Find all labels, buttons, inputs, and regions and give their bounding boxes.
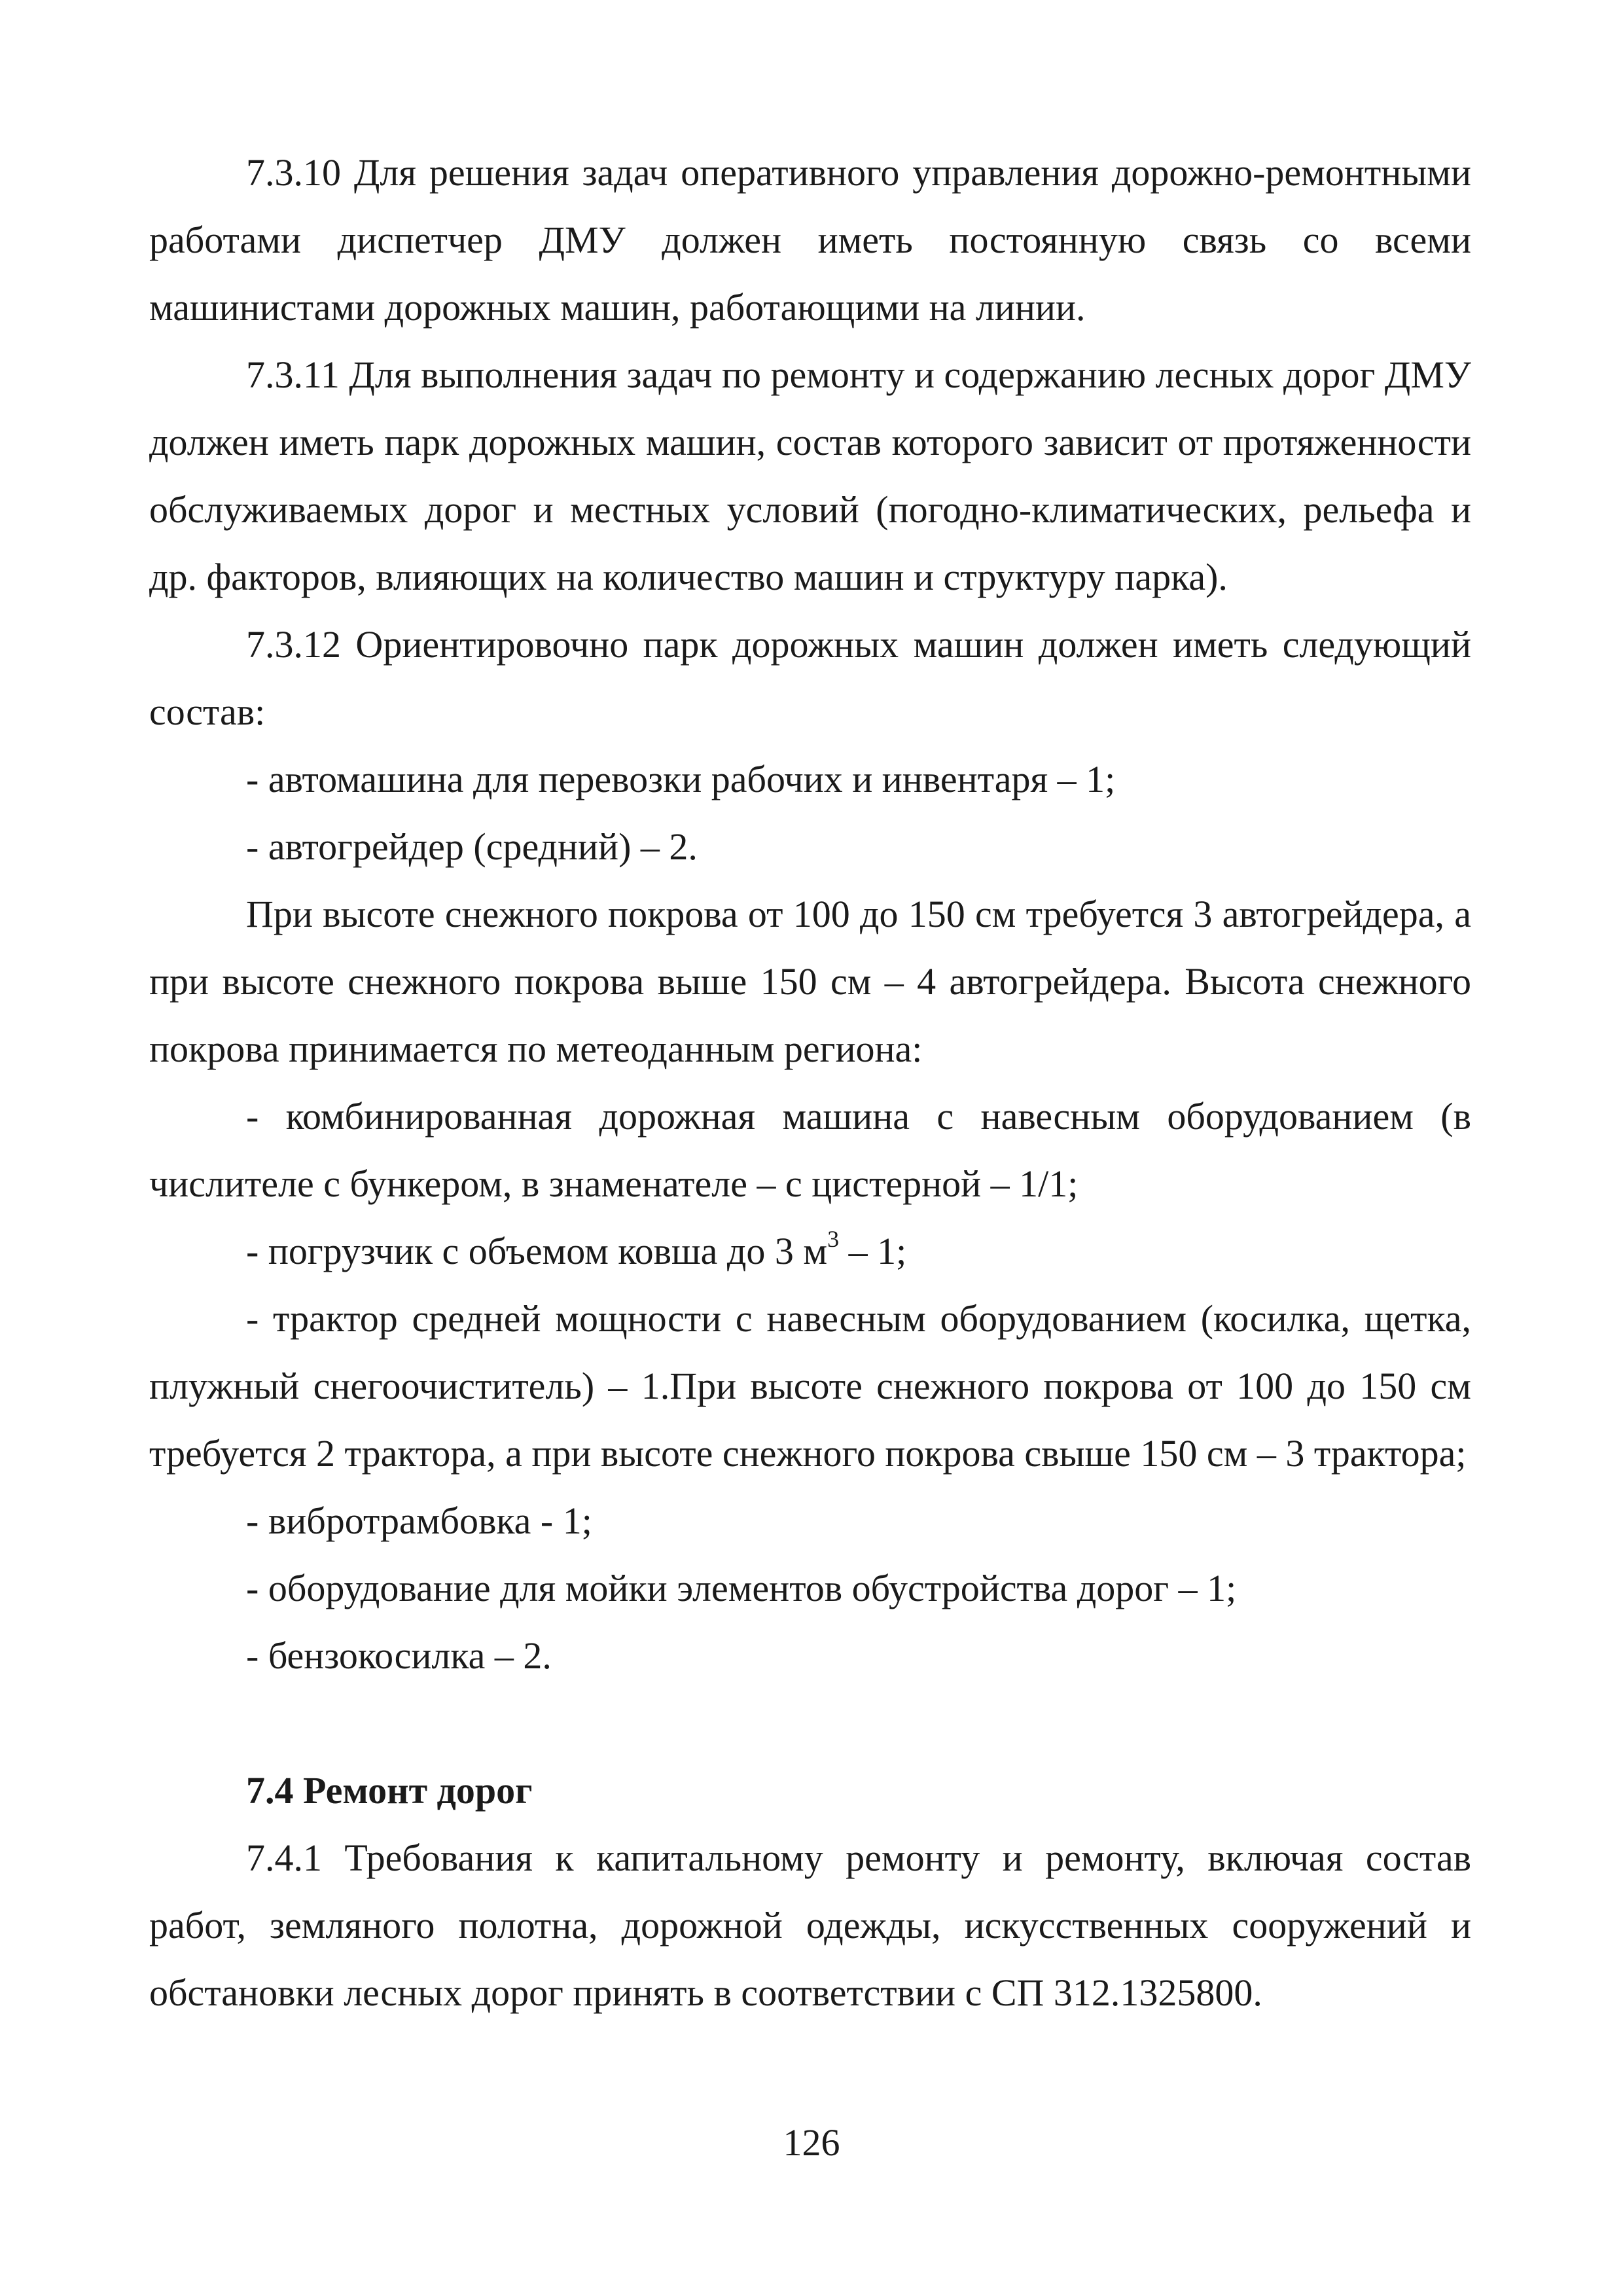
paragraph-snow-note: При высоте снежного покрова от 100 до 150 см требуется 3 автогрейдера, а при высоте снежного покрова выше 150 см – 4 автогрейдера. Высота снежного покрова принимается по метеоданным региона: (149, 893, 1471, 1070)
paragraph-7-3-11: 7.3.11 Для выполнения задач по ремонту и содержанию лесных дорог ДМУ должен иметь парк дорожных машин, состав которого зависит от протяженности обслуживаемых дорог и местных условий (погодно-климатических, рельефа и др. факторов, влияющих на количество машин и структуру парка). (149, 353, 1471, 598)
list-item-grader: - автогрейдер (средний) – 2. (246, 825, 698, 868)
paragraph-7-3-10: 7.3.10 Для решения задач оперативного управления дорожно-ремонтными работами диспетчер ДМУ должен иметь постоянную связь со всеми машинистами дорожных машин, работающими на линии. (149, 151, 1471, 329)
list-item-trimmer: - бензокосилка – 2. (246, 1634, 552, 1677)
list-item-vibro: - вибротрамбовка - 1; (246, 1499, 592, 1542)
list-item-vehicle: - автомашина для перевозки рабочих и инвентаря – 1; (246, 758, 1116, 800)
page-number: 126 (783, 2121, 840, 2164)
list-item-tractor: - трактор средней мощности с навесным оборудованием (косилка, щетка, плужный снегоочиститель) – 1.При высоте снежного покрова от 100 до 150 см требуется 2 трактора, а при высоте снежного покрова свыше 150 см – 3 трактора; (149, 1297, 1471, 1475)
paragraph-7-3-12: 7.3.12 Ориентировочно парк дорожных машин должен иметь следующий состав: (149, 623, 1471, 733)
list-item-washing: - оборудование для мойки элементов обустройства дорог – 1; (246, 1567, 1237, 1609)
loader-suffix: – 1; (839, 1230, 907, 1272)
loader-superscript: 3 (827, 1226, 840, 1252)
loader-text: - погрузчик с объемом ковша до 3 м (246, 1230, 828, 1272)
document-page (149, 139, 1471, 2026)
list-item-loader (149, 1217, 1471, 1285)
section-heading-7-4: 7.4 Ремонт дорог (246, 1769, 533, 1812)
list-item-combined-machine: - комбинированная дорожная машина с навесным оборудованием (в числителе с бункером, в знаменателе – с цистерной – 1/1; (149, 1095, 1471, 1205)
paragraph-7-4-1: 7.4.1 Требования к капитальному ремонту и ремонту, включая состав работ, земляного полотна, дорожной одежды, искусственных сооружений и обстановки лесных дорог принять в соответствии с СП 312.1325800. (149, 1837, 1471, 2014)
